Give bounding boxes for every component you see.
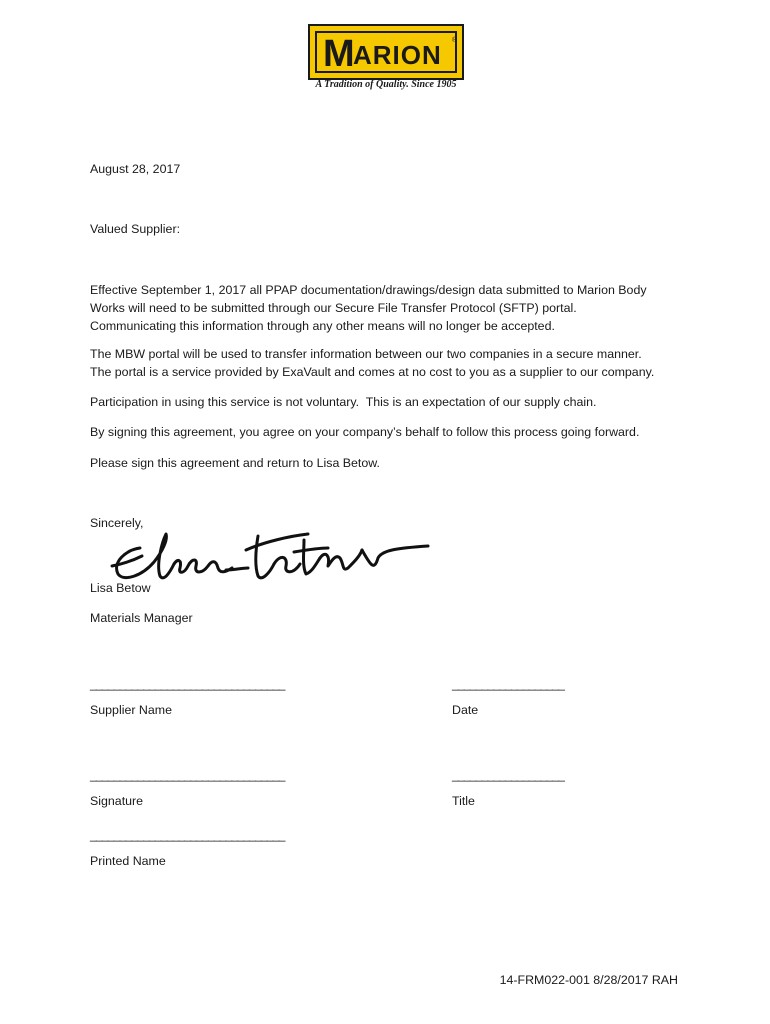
signature-field[interactable]: _________________________________ <box>90 768 285 782</box>
closing: Sincerely, <box>90 516 144 530</box>
supplier-name-field[interactable]: _________________________________ <box>90 677 285 691</box>
paragraph-participation: Participation in using this service is not voluntary. This is an expectation of our supply chain. <box>90 395 597 409</box>
logo-inner-frame <box>315 31 457 73</box>
printed-name-field[interactable]: _________________________________ <box>90 828 285 842</box>
paragraph-return-instructions: Please sign this agreement and return to Lisa Betow. <box>90 456 380 470</box>
paragraph-portal-info <box>90 345 680 381</box>
salutation: Valued Supplier: <box>90 222 181 236</box>
document-code: 14-FRM022-001 8/28/2017 RAH <box>499 973 678 987</box>
supplier-name-label: Supplier Name <box>90 703 172 717</box>
paragraph-line: Works will need to be submitted through our Secure File Transfer Protocol (SFTP) portal. <box>90 301 577 315</box>
paragraph-sftp-requirement <box>90 281 680 335</box>
signer-name: Lisa Betow <box>90 581 151 595</box>
logo-badge <box>308 24 464 80</box>
marion-logo <box>308 24 464 94</box>
logo-initial: M <box>323 33 354 75</box>
letter-date: August 28, 2017 <box>90 162 181 176</box>
logo-tagline: A Tradition of Quality. Since 1905 <box>315 79 457 90</box>
paragraph-agreement: By signing this agreement, you agree on your company’s behalf to follow this process going forward. <box>90 425 640 439</box>
date-label: Date <box>452 703 479 717</box>
paragraph-line: The MBW portal will be used to transfer information between our two companies in a secure manner. <box>90 347 642 361</box>
paragraph-line: Effective September 1, 2017 all PPAP documentation/drawings/design data submitted to Marion Body <box>90 283 647 297</box>
title-field[interactable]: ___________________ <box>452 768 564 782</box>
title-label: Title <box>452 794 475 808</box>
date-field[interactable]: ___________________ <box>452 677 564 691</box>
printed-name-label: Printed Name <box>90 854 166 868</box>
registered-mark: ® <box>452 37 458 44</box>
handwritten-signature <box>108 520 438 590</box>
paragraph-line: Communicating this information through any other means will no longer be accepted. <box>90 319 555 333</box>
paragraph-line: The portal is a service provided by ExaVault and comes at no cost to you as a supplier to our company. <box>90 365 655 379</box>
signer-title: Materials Manager <box>90 611 193 625</box>
signature-label: Signature <box>90 794 144 808</box>
logo-wordmark: ARION <box>353 40 442 70</box>
